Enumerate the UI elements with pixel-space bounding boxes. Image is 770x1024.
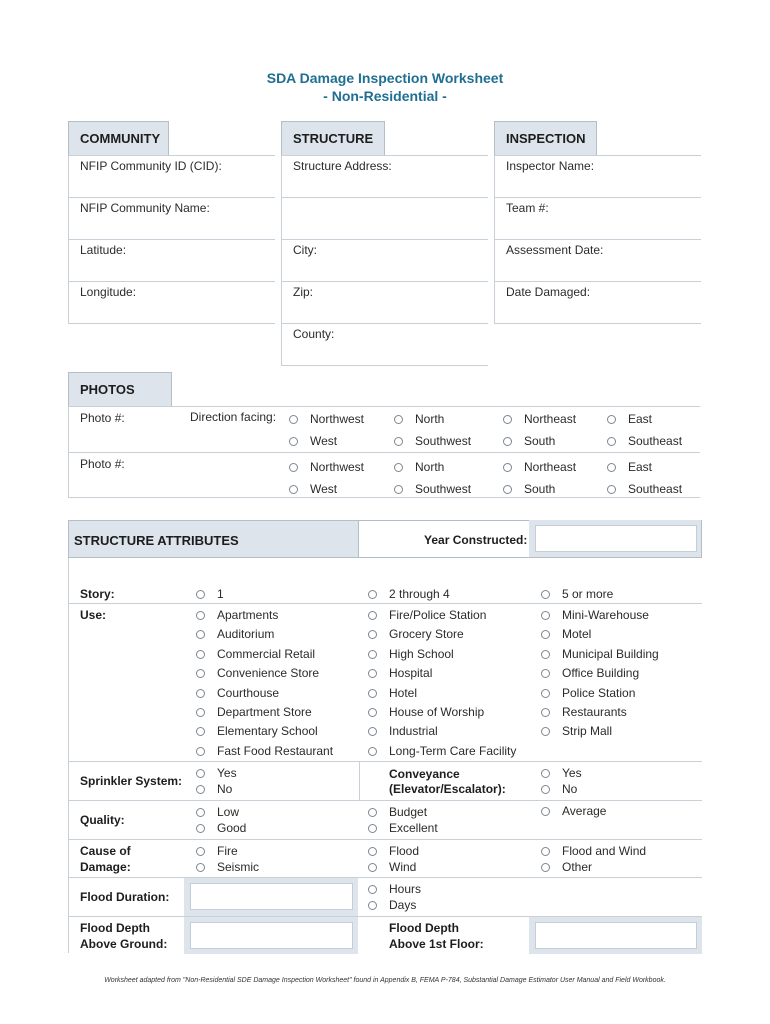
radio-icon [541, 669, 550, 678]
radio-icon [196, 769, 205, 778]
conveyance-option[interactable]: Yes [541, 766, 582, 780]
quality-option[interactable]: Budget [368, 805, 427, 819]
direction-option[interactable]: West [289, 434, 337, 448]
structure-address-field[interactable]: Structure Address: [293, 159, 392, 173]
radio-icon [368, 708, 377, 717]
team-number-field[interactable]: Team #: [506, 201, 549, 215]
direction-option[interactable]: Northwest [289, 460, 364, 474]
direction-option[interactable]: Northwest [289, 412, 364, 426]
radio-icon [503, 437, 512, 446]
community-heading: COMMUNITY [68, 121, 169, 155]
quality-option[interactable]: Average [541, 804, 606, 818]
conveyance-label: Conveyance [389, 767, 460, 781]
radio-icon [541, 847, 550, 856]
flood-depth-floor-input[interactable] [535, 922, 697, 949]
story-option[interactable]: 1 [196, 587, 224, 601]
use-option[interactable]: Elementary School [196, 724, 318, 738]
attributes-divider [68, 839, 702, 840]
radio-icon [368, 727, 377, 736]
structure-heading: STRUCTURE [281, 121, 385, 155]
inspection-heading: INSPECTION [494, 121, 597, 155]
structure-divider [281, 323, 488, 324]
inspection-divider [494, 323, 701, 324]
radio-icon [503, 485, 512, 494]
structure-left-border [281, 155, 282, 366]
cause-option[interactable]: Flood [368, 844, 419, 858]
use-option[interactable]: Fire/Police Station [368, 608, 486, 622]
sprinkler-label: Sprinkler System: [80, 774, 183, 788]
direction-option[interactable]: South [503, 482, 555, 496]
radio-icon [196, 650, 205, 659]
photo-number-field[interactable]: Photo #: [80, 457, 125, 471]
use-option[interactable]: High School [368, 647, 454, 661]
photos-heading: PHOTOS [68, 372, 172, 406]
inspection-divider [494, 281, 701, 282]
radio-icon [541, 630, 550, 639]
use-label: Use: [80, 608, 107, 622]
use-option[interactable]: Fast Food Restaurant [196, 744, 333, 758]
cause-option[interactable]: Flood and Wind [541, 844, 646, 858]
structure-divider [281, 365, 488, 366]
structure-divider [281, 239, 488, 240]
radio-icon [394, 463, 403, 472]
year-constructed-label: Year Constructed: [424, 533, 528, 547]
page-subtitle: - Non-Residential - [323, 88, 447, 104]
cause-option[interactable]: Other [541, 860, 592, 874]
radio-icon [196, 747, 205, 756]
structure-divider [281, 281, 488, 282]
duration-option[interactable]: Days [368, 898, 416, 912]
quality-option[interactable]: Excellent [368, 821, 438, 835]
sprinkler-option[interactable]: No [196, 782, 232, 796]
structure-divider [281, 197, 488, 198]
radio-icon [196, 847, 205, 856]
quality-option[interactable]: Low [196, 805, 239, 819]
use-option[interactable]: Hospital [368, 666, 432, 680]
use-option[interactable]: Hotel [368, 686, 417, 700]
sprinkler-option[interactable]: Yes [196, 766, 237, 780]
use-option[interactable]: Strip Mall [541, 724, 612, 738]
radio-icon [541, 807, 550, 816]
radio-icon [368, 808, 377, 817]
use-option[interactable]: Industrial [368, 724, 438, 738]
flood-depth-ground-label: Flood Depth [80, 921, 150, 935]
direction-option[interactable]: North [394, 412, 444, 426]
use-option[interactable]: Mini-Warehouse [541, 608, 649, 622]
photo-number-field[interactable]: Photo #: [80, 411, 125, 425]
attributes-bottom-border [359, 557, 702, 558]
date-damaged-field[interactable]: Date Damaged: [506, 285, 591, 299]
story-option[interactable]: 5 or more [541, 587, 613, 601]
use-option[interactable]: Grocery Store [368, 627, 464, 641]
flood-depth-floor-label: Flood Depth [389, 921, 459, 935]
story-label: Story: [80, 587, 115, 601]
radio-icon [607, 485, 616, 494]
radio-icon [541, 689, 550, 698]
radio-icon [541, 650, 550, 659]
radio-icon [196, 785, 205, 794]
radio-icon [368, 824, 377, 833]
inspection-divider [494, 239, 701, 240]
radio-icon [368, 650, 377, 659]
structure-county-field[interactable]: County: [293, 327, 335, 341]
attributes-divider [68, 603, 702, 604]
structure-zip-field[interactable]: Zip: [293, 285, 314, 299]
radio-icon [196, 630, 205, 639]
radio-icon [196, 611, 205, 620]
direction-option[interactable]: Southeast [607, 482, 682, 496]
year-constructed-input[interactable] [535, 525, 697, 552]
radio-icon [196, 727, 205, 736]
use-option[interactable]: Courthouse [196, 686, 279, 700]
direction-option[interactable]: Northeast [503, 460, 576, 474]
attributes-divider [68, 761, 702, 762]
inspection-divider [494, 155, 701, 156]
direction-option[interactable]: Southwest [394, 482, 471, 496]
community-name-field[interactable]: NFIP Community Name: [80, 201, 210, 215]
radio-icon [541, 785, 550, 794]
use-option[interactable]: Restaurants [541, 705, 627, 719]
attributes-right-border [701, 520, 702, 558]
flood-depth-ground-label: Above Ground: [80, 937, 168, 951]
cause-label: Damage: [80, 860, 131, 874]
radio-icon [289, 485, 298, 494]
cause-option[interactable]: Fire [196, 844, 238, 858]
direction-option[interactable]: North [394, 460, 444, 474]
radio-icon [368, 863, 377, 872]
story-option[interactable]: 2 through 4 [368, 587, 450, 601]
attributes-divider [359, 762, 360, 800]
radio-icon [394, 485, 403, 494]
radio-icon [368, 885, 377, 894]
radio-icon [541, 708, 550, 717]
community-divider [68, 239, 275, 240]
radio-icon [607, 415, 616, 424]
radio-icon [394, 437, 403, 446]
community-longitude-field[interactable]: Longitude: [80, 285, 137, 299]
direction-option[interactable]: East [607, 412, 652, 426]
radio-icon [196, 708, 205, 717]
use-option[interactable]: House of Worship [368, 705, 484, 719]
photos-divider [68, 406, 700, 407]
use-option[interactable]: Municipal Building [541, 647, 659, 661]
radio-icon [541, 611, 550, 620]
radio-icon [368, 590, 377, 599]
assessment-date-field[interactable]: Assessment Date: [506, 243, 604, 257]
radio-icon [196, 863, 205, 872]
footer-note: Worksheet adapted from "Non-Residential SDE Damage Inspection Worksheet" found in Appendix B, FEMA P-784, Substantial Damage Estimator User Manual and Field Workbook. [104, 977, 666, 984]
radio-icon [503, 463, 512, 472]
radio-icon [368, 669, 377, 678]
use-option[interactable]: Convenience Store [196, 666, 319, 680]
radio-icon [368, 630, 377, 639]
use-option[interactable]: Commercial Retail [196, 647, 315, 661]
community-divider [68, 323, 275, 324]
quality-option[interactable]: Good [196, 821, 246, 835]
inspector-name-field[interactable]: Inspector Name: [506, 159, 595, 173]
use-option[interactable]: Apartments [196, 608, 278, 622]
radio-icon [289, 415, 298, 424]
cause-option[interactable]: Seismic [196, 860, 259, 874]
direction-option[interactable]: West [289, 482, 337, 496]
community-divider [68, 197, 275, 198]
use-option[interactable]: Motel [541, 627, 591, 641]
use-option[interactable]: Police Station [541, 686, 635, 700]
radio-icon [368, 901, 377, 910]
attributes-left-border [68, 558, 69, 953]
radio-icon [541, 863, 550, 872]
radio-icon [368, 689, 377, 698]
radio-icon [541, 727, 550, 736]
conveyance-label: (Elevator/Escalator): [389, 782, 506, 796]
flood-duration-input[interactable] [190, 883, 353, 910]
structure-divider [281, 155, 488, 156]
use-option[interactable]: Long-Term Care Facility [368, 744, 516, 758]
community-divider [68, 155, 275, 156]
structure-city-field[interactable]: City: [293, 243, 317, 257]
community-cid-field[interactable]: NFIP Community ID (CID): [80, 159, 222, 173]
community-divider [68, 281, 275, 282]
flood-depth-floor-label: Above 1st Floor: [389, 937, 484, 951]
direction-option[interactable]: East [607, 460, 652, 474]
radio-icon [394, 415, 403, 424]
radio-icon [368, 747, 377, 756]
duration-option[interactable]: Hours [368, 882, 421, 896]
radio-icon [196, 808, 205, 817]
radio-icon [503, 415, 512, 424]
use-option[interactable]: Office Building [541, 666, 639, 680]
use-option[interactable]: Auditorium [196, 627, 274, 641]
direction-option[interactable]: Southeast [607, 434, 682, 448]
radio-icon [541, 590, 550, 599]
direction-option[interactable]: Southwest [394, 434, 471, 448]
radio-icon [196, 590, 205, 599]
radio-icon [196, 824, 205, 833]
flood-duration-label: Flood Duration: [80, 890, 170, 904]
attributes-divider [68, 877, 702, 878]
radio-icon [196, 689, 205, 698]
cause-option[interactable]: Wind [368, 860, 416, 874]
radio-icon [368, 847, 377, 856]
radio-icon [368, 611, 377, 620]
attributes-divider [68, 800, 702, 801]
radio-icon [289, 437, 298, 446]
radio-icon [607, 437, 616, 446]
direction-option[interactable]: Northeast [503, 412, 576, 426]
photos-divider [68, 497, 700, 498]
radio-icon [541, 769, 550, 778]
radio-icon [196, 669, 205, 678]
cause-label: Cause of [80, 844, 131, 858]
direction-facing-label: Direction facing: [190, 410, 277, 424]
use-option[interactable]: Department Store [196, 705, 312, 719]
page-title: SDA Damage Inspection Worksheet [266, 70, 504, 86]
radio-icon [289, 463, 298, 472]
conveyance-option[interactable]: No [541, 782, 577, 796]
inspection-divider [494, 197, 701, 198]
community-latitude-field[interactable]: Latitude: [80, 243, 127, 257]
flood-depth-ground-input[interactable] [190, 922, 353, 949]
attributes-heading: STRUCTURE ATTRIBUTES [74, 533, 239, 548]
quality-label: Quality: [80, 813, 125, 827]
direction-option[interactable]: South [503, 434, 555, 448]
photos-divider [68, 452, 700, 453]
radio-icon [607, 463, 616, 472]
